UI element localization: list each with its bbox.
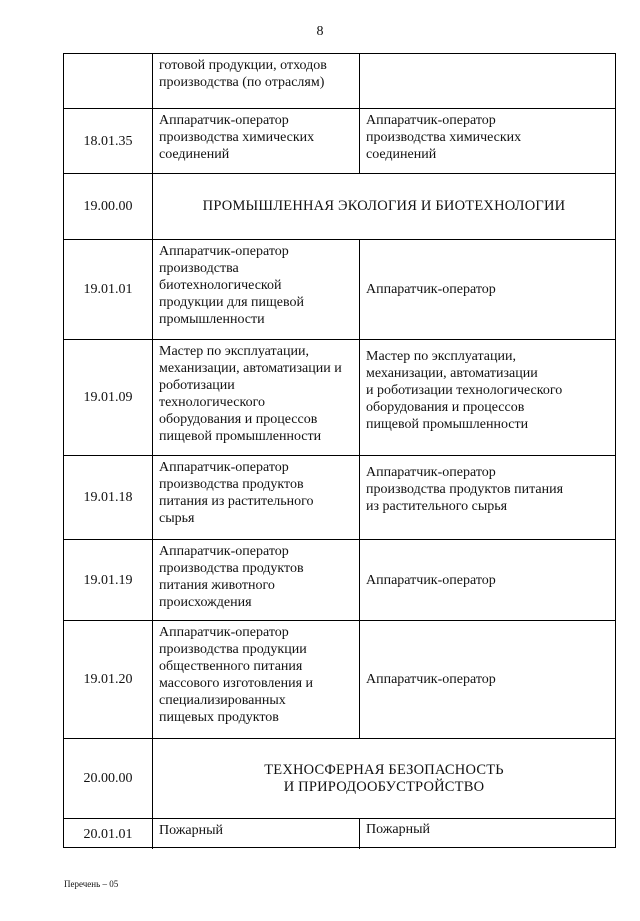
table-row (64, 540, 615, 621)
row-name: готовой продукции, отходов производства (по отраслям) (153, 54, 360, 108)
table-row (64, 340, 615, 456)
row-alt-name: Мастер по эксплуатации, механизации, автоматизации и роботизации технологического оборудования и процессов пищевой промышленности (366, 349, 563, 432)
row-code: 19.01.09 (64, 340, 153, 455)
table-row (64, 621, 615, 739)
row-code: 19.01.20 (64, 621, 153, 738)
section-row (64, 739, 615, 819)
row-code: 18.01.35 (64, 109, 153, 173)
row-code: 19.01.01 (64, 240, 153, 339)
row-alt-name: Аппаратчик-оператор (366, 282, 496, 297)
row-code: 19.01.18 (64, 456, 153, 539)
table-row (64, 456, 615, 540)
row-code: 20.01.01 (64, 819, 153, 849)
table-row (64, 819, 615, 849)
row-name: Пожарный (153, 819, 360, 849)
section-title: ТЕХНОСФЕРНАЯ БЕЗОПАСНОСТЬ И ПРИРОДООБУСТРОЙСТВО (264, 761, 504, 795)
row-code (64, 54, 153, 108)
row-code: 19.01.19 (64, 540, 153, 620)
row-alt-name: Аппаратчик-оператор (366, 672, 496, 687)
section-title: ПРОМЫШЛЕННАЯ ЭКОЛОГИЯ И БИОТЕХНОЛОГИИ (202, 198, 566, 214)
row-alt-name: Аппаратчик-оператор производства химических соединений (366, 113, 522, 162)
table-row (64, 109, 615, 174)
row-alt-name: Пожарный (366, 822, 431, 837)
row-name: Аппаратчик-оператор производства продуктов питания из растительного сырья (153, 456, 360, 539)
row-name: Аппаратчик-оператор производства биотехнологической продукции для пищевой промышленности (153, 240, 360, 339)
row-alt-name: Аппаратчик-оператор (366, 572, 496, 588)
professions-table (63, 53, 616, 848)
section-row (64, 174, 615, 240)
row-name: Аппаратчик-оператор производства продукции общественного питания массового изготовления и специализированных пищевых продуктов (153, 621, 360, 738)
row-name: Аппаратчик-оператор производства химических соединений (153, 109, 360, 173)
section-code: 19.00.00 (64, 174, 153, 239)
row-name: Мастер по эксплуатации, механизации, автоматизации и роботизации технологического оборудования и процессов пищевой промышленности (153, 340, 360, 455)
footer-label: Перечень – 05 (64, 879, 119, 889)
table-row (64, 54, 615, 109)
row-alt-name (360, 54, 615, 108)
row-name: Аппаратчик-оператор производства продуктов питания животного происхождения (153, 540, 360, 620)
page-number: 8 (316, 24, 324, 39)
section-code: 20.00.00 (64, 739, 153, 818)
row-alt-name: Аппаратчик-оператор производства продуктов питания из растительного сырья (366, 465, 564, 514)
table-row (64, 240, 615, 340)
